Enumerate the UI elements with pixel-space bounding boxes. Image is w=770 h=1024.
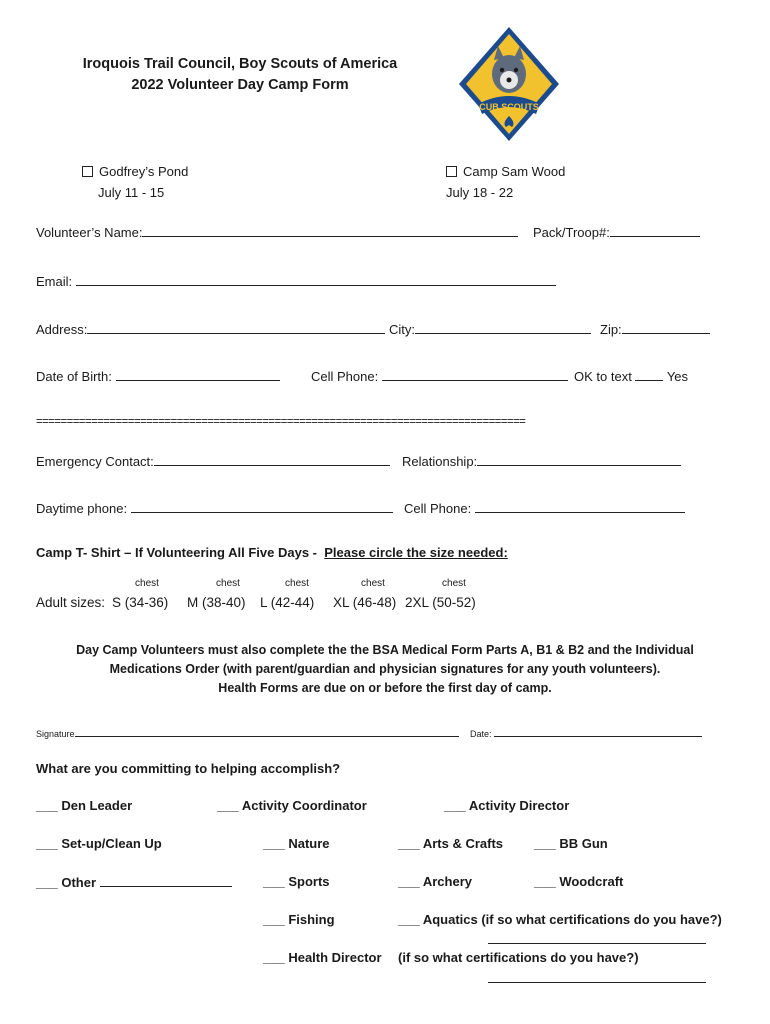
address-field[interactable]	[36, 321, 385, 337]
cell-phone-field[interactable]	[311, 368, 568, 384]
signature-field[interactable]	[36, 727, 459, 739]
health-director-note: (if so what certifications do you have?)	[398, 950, 639, 965]
tshirt-heading-row	[36, 545, 508, 560]
role-aquatics[interactable]: ___ Aquatics (if so what certifications do you have?)	[398, 912, 722, 927]
relationship-field[interactable]	[402, 453, 681, 469]
emergency-contact-input[interactable]	[154, 453, 390, 466]
relationship-label: Relationship:	[402, 454, 478, 469]
chest-label: chest	[285, 578, 309, 589]
yes-label: Yes	[666, 369, 689, 384]
tshirt-instruction: Please circle the size needed:	[324, 545, 508, 560]
signature-input[interactable]	[75, 727, 459, 737]
zip-input[interactable]	[622, 321, 710, 334]
city-label: City:	[389, 322, 415, 337]
daytime-phone-field[interactable]	[36, 500, 393, 516]
signature-date-input[interactable]	[494, 727, 702, 737]
role-health-director[interactable]: ___ Health Director	[263, 950, 382, 965]
medical-notice-line-1: Day Camp Volunteers must also complete the the BSA Medical Form Parts A, B1 & B2 and the Individual	[76, 643, 694, 657]
logo-text: CUB SCOUTS	[479, 102, 539, 112]
chest-label: chest	[361, 578, 385, 589]
checkbox-godfreys-pond[interactable]	[82, 166, 93, 177]
city-field[interactable]	[389, 321, 591, 337]
health-certifications-input[interactable]	[488, 970, 706, 983]
city-input[interactable]	[415, 321, 591, 334]
location-dates: July 18 - 22	[446, 185, 514, 200]
pack-troop-label: Pack/Troop#:	[533, 225, 610, 240]
ok-to-text-label: OK to text	[574, 369, 632, 384]
medical-notice-line-3: Health Forms are due on or before the first day of camp.	[218, 681, 552, 695]
role-den-leader[interactable]: ___ Den Leader	[36, 798, 133, 813]
role-arts-crafts[interactable]: ___ Arts & Crafts	[398, 836, 504, 851]
role-archery[interactable]: ___ Archery	[398, 874, 472, 889]
cell-phone-2-label: Cell Phone:	[404, 501, 472, 516]
signature-label: Signature	[36, 729, 75, 739]
role-other[interactable]: ___ Other	[36, 874, 232, 890]
role-nature[interactable]: ___ Nature	[263, 836, 330, 851]
email-label: Email:	[36, 274, 73, 289]
chest-label: chest	[135, 578, 159, 589]
cell-phone-2-input[interactable]	[475, 500, 685, 513]
ok-to-text-field[interactable]	[574, 368, 688, 384]
address-input[interactable]	[87, 321, 385, 334]
emergency-contact-label: Emergency Contact:	[36, 454, 154, 469]
pack-troop-input[interactable]	[610, 224, 700, 237]
email-field[interactable]	[36, 273, 556, 289]
size-option-m[interactable]: M (38-40)	[187, 595, 246, 610]
size-option-l[interactable]: L (42-44)	[260, 595, 315, 610]
location-option-camp-sam-wood[interactable]	[446, 164, 565, 179]
checkbox-camp-sam-wood[interactable]	[446, 166, 457, 177]
size-option-2xl[interactable]: 2XL (50-52)	[405, 595, 476, 610]
location-option-godfreys-pond[interactable]	[82, 164, 188, 179]
separator-line: ================================================================================	[36, 416, 526, 428]
form-title: Iroquois Trail Council, Boy Scouts of America	[82, 56, 398, 72]
volunteer-name-label: Volunteer’s Name:	[36, 225, 143, 240]
cub-scouts-logo	[456, 24, 562, 144]
role-sports[interactable]: ___ Sports	[263, 874, 330, 889]
volunteer-name-input[interactable]	[142, 224, 518, 237]
role-bb-gun[interactable]: ___ BB Gun	[534, 836, 608, 851]
chest-label: chest	[216, 578, 240, 589]
daytime-phone-input[interactable]	[131, 500, 393, 513]
daytime-phone-label: Daytime phone:	[36, 501, 128, 516]
email-input[interactable]	[76, 273, 556, 286]
role-setup-cleanup[interactable]: ___ Set-up/Clean Up	[36, 836, 162, 851]
relationship-input[interactable]	[477, 453, 681, 466]
medical-notice-line-2: Medications Order (with parent/guardian and physician signatures for any youth volunteers).	[109, 662, 661, 676]
other-input[interactable]	[100, 874, 232, 887]
location-dates: July 11 - 15	[98, 185, 165, 200]
signature-date-label: Date:	[470, 729, 492, 739]
pack-troop-field[interactable]	[533, 224, 700, 240]
location-name: Godfrey’s Pond	[99, 164, 189, 179]
location-name: Camp Sam Wood	[463, 164, 566, 179]
size-option-s[interactable]: S (34-36)	[112, 595, 169, 610]
cell-phone-2-field[interactable]	[404, 500, 685, 516]
role-fishing[interactable]: ___ Fishing	[263, 912, 335, 927]
commitment-question: What are you committing to helping accomplish?	[36, 761, 341, 776]
address-label: Address:	[36, 322, 88, 337]
tshirt-heading: Camp T- Shirt – If Volunteering All Five Days -	[36, 545, 317, 560]
dob-input[interactable]	[116, 368, 280, 381]
form-subtitle: 2022 Volunteer Day Camp Form	[131, 77, 349, 93]
role-activity-director[interactable]: ___ Activity Director	[444, 798, 570, 813]
zip-label: Zip:	[600, 322, 622, 337]
volunteer-name-field[interactable]	[36, 224, 518, 240]
role-activity-coordinator[interactable]: ___ Activity Coordinator	[217, 798, 367, 813]
cell-phone-input[interactable]	[382, 368, 568, 381]
emergency-contact-field[interactable]	[36, 453, 390, 469]
size-option-xl[interactable]: XL (46-48)	[333, 595, 397, 610]
aquatics-certifications-input[interactable]	[488, 931, 706, 944]
adult-sizes-label: Adult sizes:	[36, 595, 106, 610]
dob-field[interactable]	[36, 368, 280, 384]
dob-label: Date of Birth:	[36, 369, 112, 384]
chest-label: chest	[442, 578, 466, 589]
ok-to-text-input[interactable]	[635, 368, 663, 381]
zip-field[interactable]	[600, 321, 710, 337]
role-woodcraft[interactable]: ___ Woodcraft	[534, 874, 624, 889]
signature-date-field[interactable]	[470, 727, 702, 739]
cell-phone-label: Cell Phone:	[311, 369, 379, 384]
